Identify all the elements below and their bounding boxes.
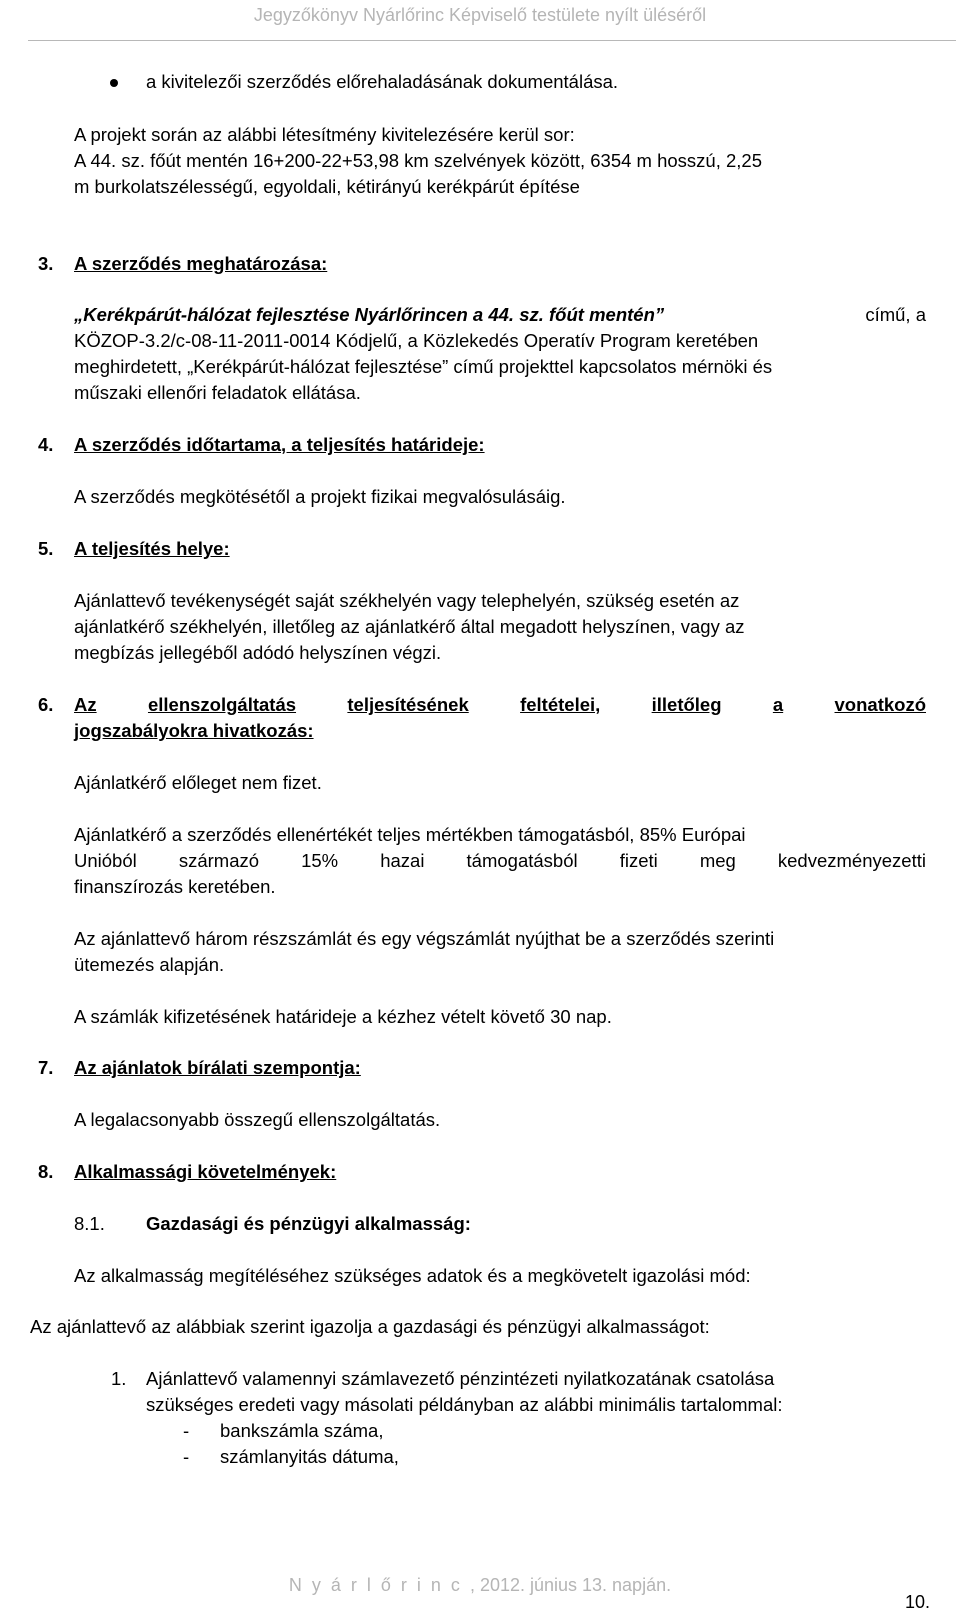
section-4-heading: A szerződés időtartama, a teljesítés határideje:	[74, 434, 485, 455]
heading-word: ellenszolgáltatás	[147, 694, 297, 715]
heading-word: teljesítésének	[347, 694, 469, 715]
para-word: 15%	[301, 850, 339, 871]
section-8-para-1: Az alkalmasság megítéléséhez szükséges adatok és a megkövetelt igazolási mód:	[74, 1265, 751, 1286]
section-6-heading-line-2: jogszabályokra hivatkozás:	[74, 720, 314, 741]
dash-mark: -	[183, 1420, 190, 1441]
list-item-1-line-2: szükséges eredeti vagy másolati példányban az alábbi minimális tartalommal:	[146, 1394, 783, 1415]
footer-place: Nyárlőrinc	[288, 1575, 470, 1595]
para-word: kedvezményezetti	[777, 850, 926, 871]
section-7-heading: Az ajánlatok bírálati szempontja:	[74, 1057, 361, 1078]
heading-word: illetőleg	[651, 694, 722, 715]
section-6-number: 6.	[38, 694, 54, 715]
heading-word: feltételei,	[520, 694, 601, 715]
section-5-heading: A teljesítés helye:	[74, 538, 230, 559]
section-3-line-1-rest: című, a	[865, 304, 926, 325]
section-5-line-3: megbízás jellegéből adódó helyszínen végzi.	[74, 642, 442, 663]
section-6-para-3-line-1: Az ajánlattevő három részszámlát és egy végszámlát nyújthat be a szerződés szerinti	[74, 928, 775, 949]
subsection-8-1-heading: Gazdasági és pénzügyi alkalmasság:	[146, 1213, 471, 1234]
section-3-line-1	[74, 302, 926, 328]
section-7-number: 7.	[38, 1057, 54, 1078]
subsection-8-1-number: 8.1.	[74, 1213, 105, 1234]
section-6-para-3-line-2: ütemezés alapján.	[74, 954, 225, 975]
dash-mark: -	[183, 1446, 190, 1467]
para-word: származó	[178, 850, 260, 871]
footer-date: , 2012. június 13. napján.	[469, 1575, 672, 1595]
page-number: 10.	[904, 1592, 930, 1612]
heading-word: Az	[74, 694, 97, 715]
bullet-dot	[110, 79, 118, 87]
section-3-heading: A szerződés meghatározása:	[74, 253, 328, 274]
section-8-para-2: Az ajánlattevő az alábbiak szerint igazolja a gazdasági és pénzügyi alkalmasságot:	[30, 1316, 710, 1337]
section-4-text: A szerződés megkötésétől a projekt fizikai megvalósulásáig.	[74, 486, 566, 507]
section-5-line-2: ajánlatkérő székhelyén, illetőleg az ajánlatkérő által megadott helyszínen, vagy az	[74, 616, 745, 637]
section-6-para-4: A számlák kifizetésének határideje a kézhez vételt követő 30 nap.	[74, 1006, 612, 1027]
project-line-1: A 44. sz. főút mentén 16+200-22+53,98 km szelvények között, 6354 m hosszú, 2,25	[74, 150, 763, 171]
section-3-line-2: KÖZOP-3.2/c-08-11-2011-0014 Kódjelű, a Közlekedés Operatív Program keretében	[74, 330, 759, 351]
section-6-heading-line-1	[74, 692, 926, 718]
page-footer	[0, 1572, 960, 1598]
dash-item-1: bankszámla száma,	[220, 1420, 384, 1441]
section-6-para-1: Ajánlatkérő előleget nem fizet.	[74, 772, 322, 793]
project-name-bold: „Kerékpárút-hálózat fejlesztése Nyárlőrincen a 44. sz. főút mentén”	[74, 304, 665, 325]
bullet-text: a kivitelezői szerződés előrehaladásának dokumentálása.	[146, 71, 619, 92]
section-7-text: A legalacsonyabb összegű ellenszolgáltatás.	[74, 1109, 441, 1130]
header-rule	[28, 40, 956, 41]
list-item-1-number: 1.	[111, 1368, 127, 1389]
section-6-para-2-line-3: finanszírozás keretében.	[74, 876, 276, 897]
section-6-para-2-line-1: Ajánlatkérő a szerződés ellenértékét teljes mértékben támogatásból, 85% Európai	[74, 824, 746, 845]
para-word: Unióból	[74, 850, 137, 871]
para-word: meg	[699, 850, 736, 871]
para-word: fizeti	[619, 850, 658, 871]
section-3-number: 3.	[38, 253, 54, 274]
section-5-number: 5.	[38, 538, 54, 559]
section-4-number: 4.	[38, 434, 54, 455]
project-line-2: m burkolatszélességű, egyoldali, kétirányú kerékpárút építése	[74, 176, 580, 197]
section-8-heading: Alkalmassági követelmények:	[74, 1161, 337, 1182]
dash-item-2: számlanyitás dátuma,	[220, 1446, 399, 1467]
list-item-1-line-1: Ajánlattevő valamennyi számlavezető pénzintézeti nyilatkozatának csatolása	[146, 1368, 775, 1389]
heading-word: vonatkozó	[834, 694, 926, 715]
heading-word: a	[772, 694, 784, 715]
section-5-line-1: Ajánlattevő tevékenységét saját székhelyén vagy telephelyén, szükség esetén az	[74, 590, 740, 611]
page-header: Jegyzőkönyv Nyárlőrinc Képviselő testülete nyílt üléséről	[253, 5, 707, 25]
para-word: támogatásból	[466, 850, 578, 871]
para-word: hazai	[380, 850, 425, 871]
section-6-para-2-line-2	[74, 848, 926, 874]
section-3-line-4: műszaki ellenőri feladatok ellátása.	[74, 382, 361, 403]
project-intro: A projekt során az alábbi létesítmény kivitelezésére kerül sor:	[74, 124, 575, 145]
section-3-line-3: meghirdetett, „Kerékpárút-hálózat fejlesztése” című projekttel kapcsolatos mérnöki és	[74, 356, 773, 377]
section-8-number: 8.	[38, 1161, 54, 1182]
